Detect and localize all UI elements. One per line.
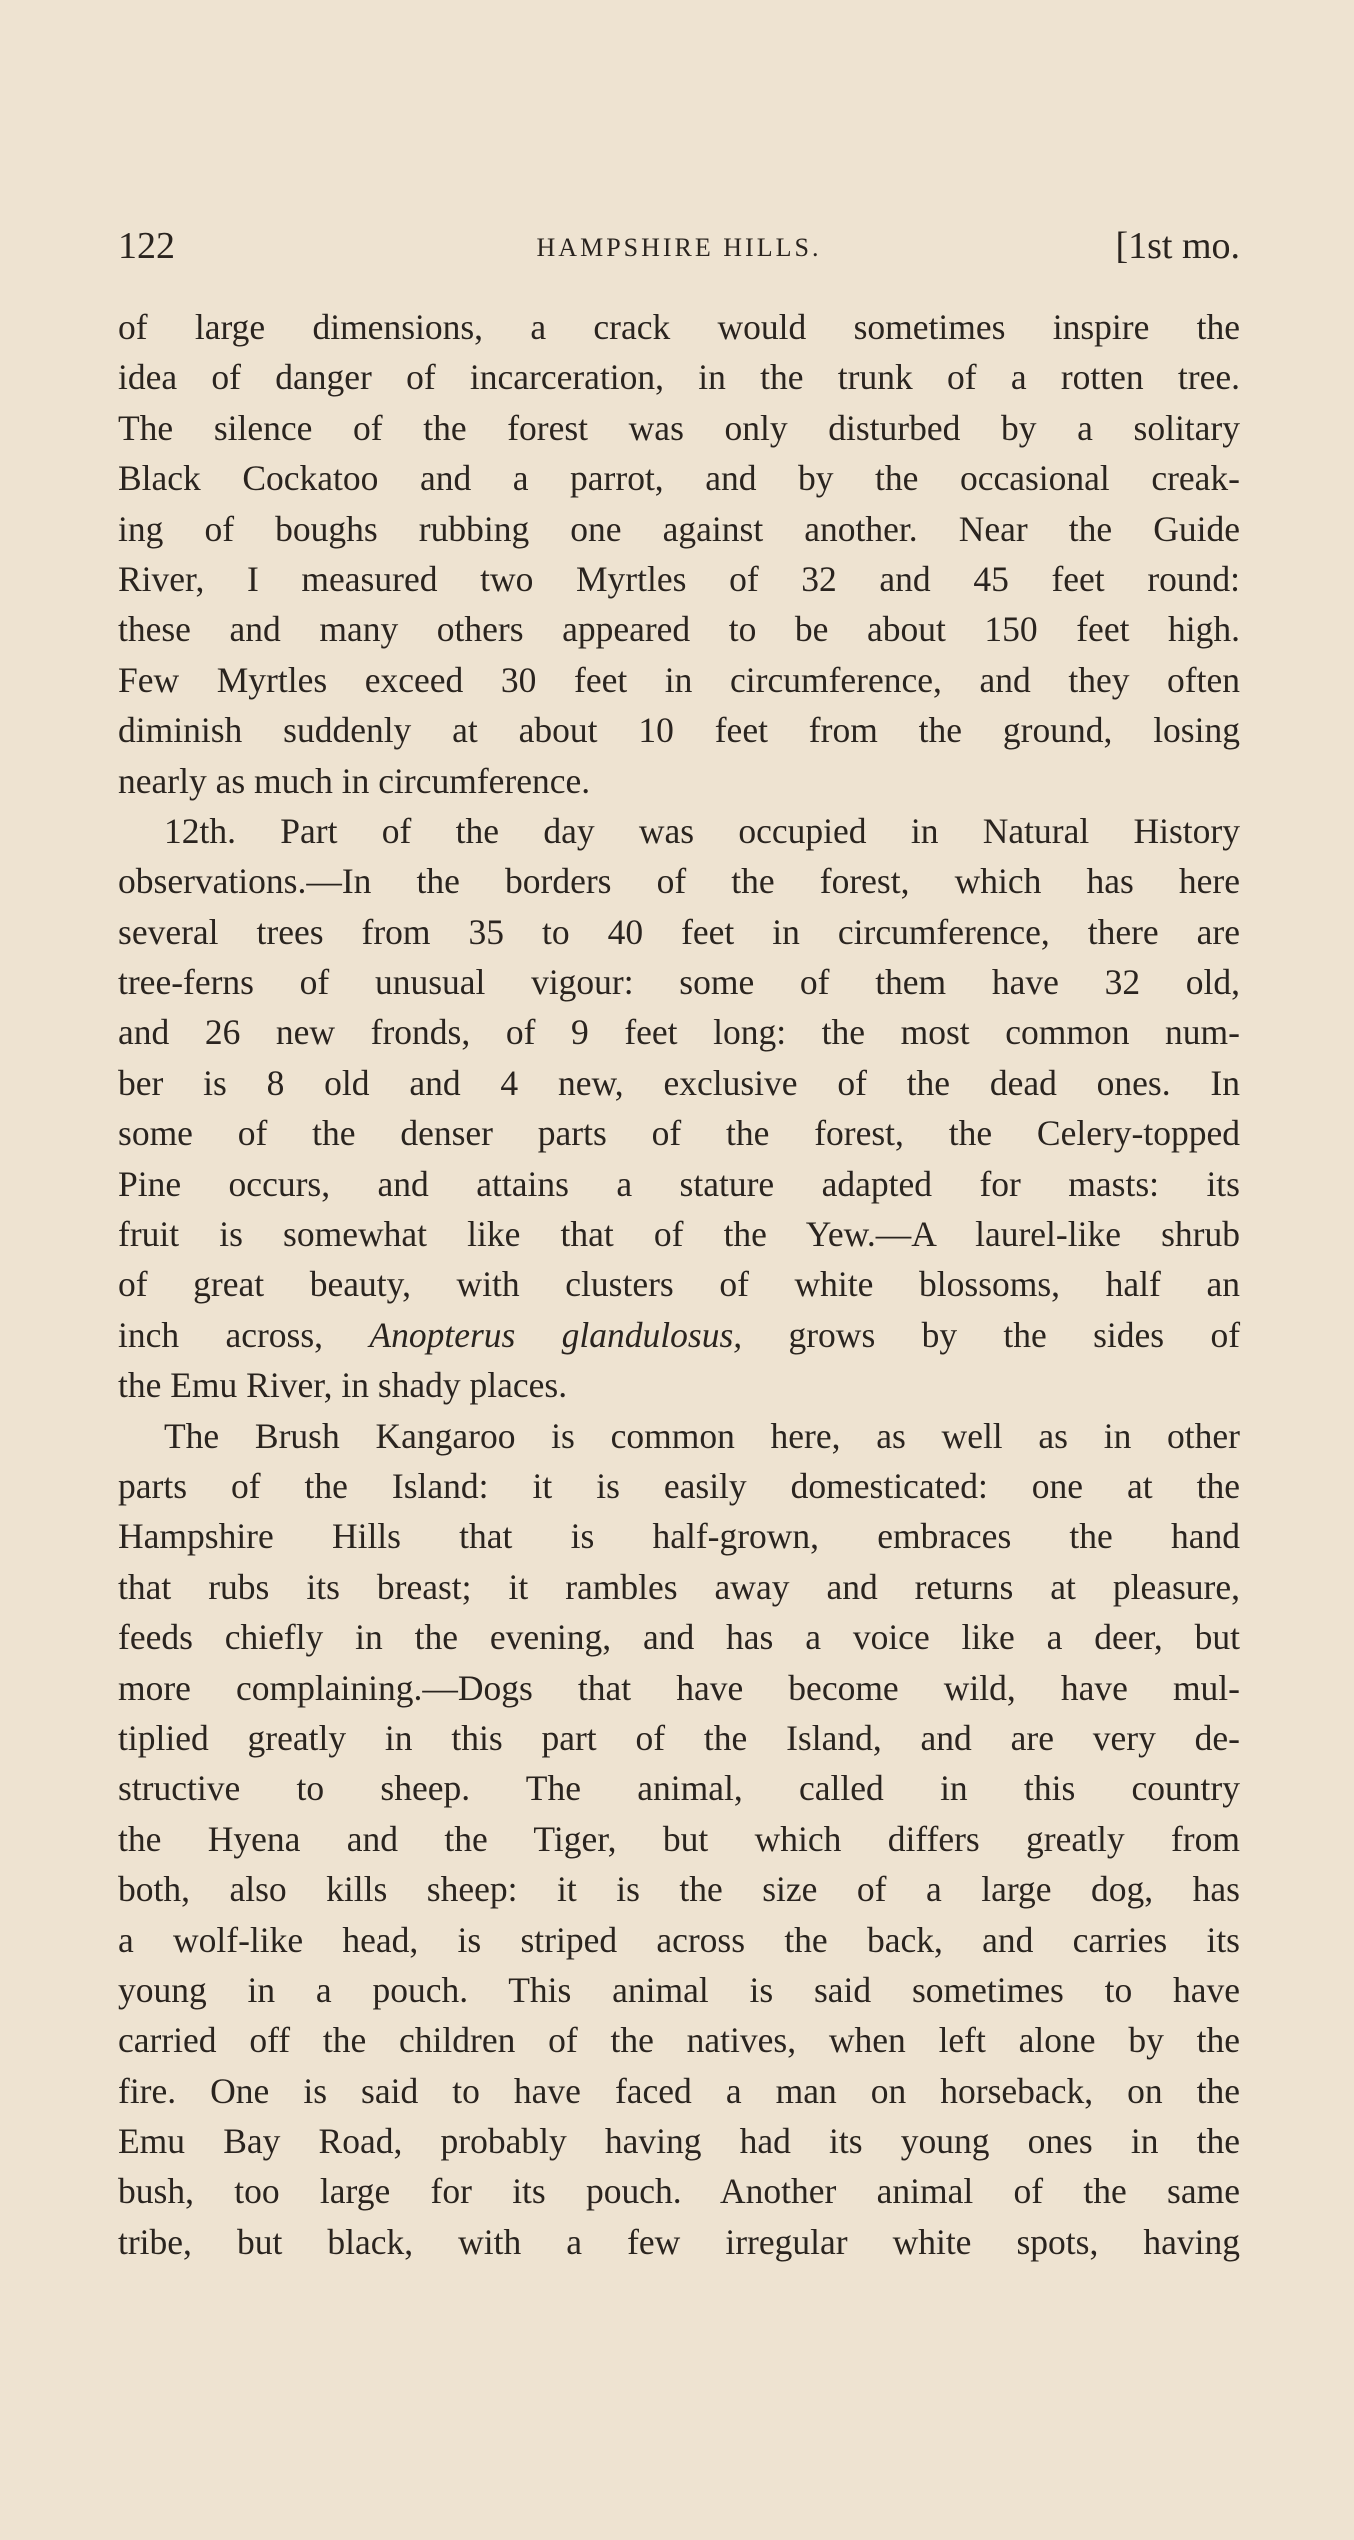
text-line: Few Myrtles exceed 30 feet in circumference, and they often [118, 659, 1240, 700]
text-line: of large dimensions, a crack would sometimes inspire the [118, 307, 1240, 347]
text-line: fire. One is said to have faced a man on horseback, on the [118, 2070, 1240, 2111]
text-line: 12th. Part of the day was occupied in Natural History [164, 810, 1240, 851]
species-name: Anopterus glandulosus, [369, 1314, 743, 1355]
text-line: carried off the children of the natives, when left alone by the [118, 2020, 1240, 2061]
text-line: the Emu River, in shady places. [118, 1365, 568, 1406]
text-line: and 26 new fronds, of 9 feet long: the most common num- [118, 1012, 1240, 1053]
text-line: tribe, but black, with a few irregular white spots, having [118, 2221, 1240, 2262]
text-line: several trees from 35 to 40 feet in circumference, there are [118, 911, 1240, 952]
text-line: of great beauty, with clusters of white blossoms, half an [118, 1264, 1240, 1305]
text-line: some of the denser parts of the forest, the Celery-topped [118, 1113, 1240, 1154]
text-line: both, also kills sheep: it is the size of a large dog, has [118, 1869, 1240, 1910]
text-line: observations.—In the borders of the forest, which has here [118, 861, 1240, 902]
text-line: Emu Bay Road, probably having had its young ones in the [118, 2121, 1240, 2162]
text-line-with-italic [118, 1310, 1240, 1360]
text-segment: inch across, [118, 1314, 324, 1355]
text-line: Pine occurs, and attains a stature adapted for masts: its [118, 1163, 1240, 1204]
text-line: idea of danger of incarceration, in the trunk of a rotten tree. [118, 357, 1240, 398]
text-line: bush, too large for its pouch. Another animal of the same [118, 2171, 1240, 2212]
body-text [118, 302, 1240, 2267]
chapter-mark: [1st mo. [1115, 225, 1240, 267]
text-line: River, I measured two Myrtles of 32 and 45 feet round: [118, 558, 1240, 599]
text-line: that rubs its breast; it rambles away and returns at pleasure, [118, 1566, 1240, 1607]
text-line: the Hyena and the Tiger, but which differs greatly from [118, 1818, 1240, 1859]
page-header [118, 218, 1240, 278]
text-line: ber is 8 old and 4 new, exclusive of the dead ones. In [118, 1062, 1240, 1103]
text-line: Black Cockatoo and a parrot, and by the occasional creak- [118, 458, 1240, 499]
running-title: HAMPSHIRE HILLS. [536, 233, 822, 262]
text-line: The Brush Kangaroo is common here, as well as in other [164, 1415, 1240, 1456]
text-line: tree-ferns of unusual vigour: some of them have 32 old, [118, 962, 1240, 1003]
text-line: more complaining.—Dogs that have become wild, have mul- [118, 1667, 1240, 1708]
page-number: 122 [118, 225, 175, 267]
text-line: The silence of the forest was only disturbed by a solitary [118, 407, 1240, 448]
text-line: nearly as much in circumference. [118, 760, 591, 801]
text-line: a wolf-like head, is striped across the back, and carries its [118, 1919, 1240, 1960]
text-line: tiplied greatly in this part of the Island, and are very de- [118, 1717, 1240, 1758]
text-line: Hampshire Hills that is half-grown, embraces the hand [118, 1516, 1240, 1557]
text-line: fruit is somewhat like that of the Yew.—A laurel-like shrub [118, 1214, 1240, 1255]
text-line: diminish suddenly at about 10 feet from the ground, losing [118, 710, 1240, 751]
text-line: young in a pouch. This animal is said sometimes to have [118, 1969, 1240, 2010]
text-line: ing of boughs rubbing one against another. Near the Guide [118, 508, 1240, 549]
text-line: structive to sheep. The animal, called in this country [118, 1768, 1240, 1809]
text-segment: grows by the sides of [788, 1314, 1241, 1355]
text-line: parts of the Island: it is easily domesticated: one at the [118, 1465, 1240, 1506]
text-line: feeds chiefly in the evening, and has a voice like a deer, but [118, 1617, 1240, 1658]
text-line: these and many others appeared to be about 150 feet high. [118, 609, 1240, 650]
